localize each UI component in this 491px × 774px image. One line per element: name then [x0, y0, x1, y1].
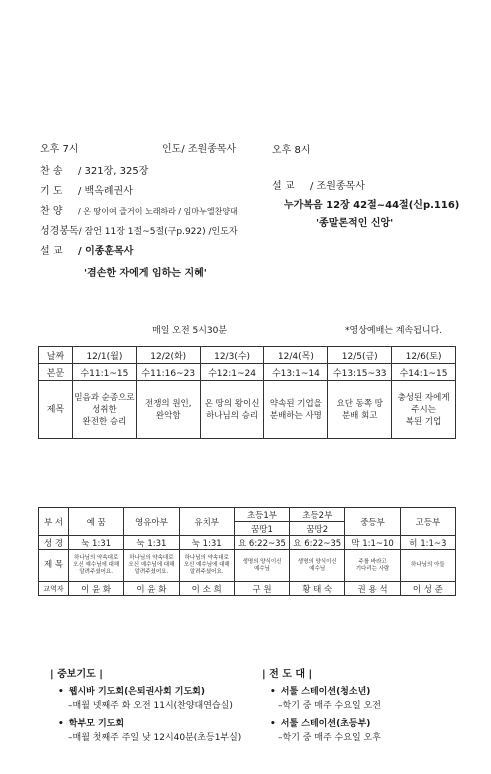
item-text: / 321장, 325장 [78, 166, 149, 177]
cell-line: 오신 예수님에 대해 [73, 562, 120, 568]
table-cell [328, 381, 392, 439]
cell-line: 분배하는 사명 [269, 410, 322, 421]
table-cell: 이 윤 화 [124, 582, 179, 596]
cell-line: 하나님의 약속대로 [74, 555, 119, 561]
table-header: 날짜 [39, 347, 73, 364]
table-header: 유치부 [179, 508, 234, 536]
cell-line: 분배 회고 [341, 410, 378, 421]
table-row [39, 550, 456, 582]
evangelism-item-detail: –학기 중 매주 수요일 오후 [278, 733, 381, 743]
item-label: 찬 양 [40, 206, 63, 217]
department-table [38, 507, 456, 596]
table-cell: 수13:1~14 [264, 364, 328, 381]
table-cell: 이 성 준 [400, 582, 455, 596]
table-header: 중등부 [345, 508, 400, 536]
table-cell [264, 381, 328, 439]
cell-line: 완악함 [155, 410, 181, 421]
night-preacher: / 조원종목사 [310, 181, 365, 192]
cell-line: 온 땅의 왕이신 [204, 398, 260, 409]
night-time: 오후 8시 [272, 145, 311, 156]
cell-line: 믿음과 순종으로 [74, 392, 135, 403]
cell-line: 생명의 양식이신 [297, 558, 337, 565]
row-label: 부 서 [39, 508, 69, 536]
night-sermon [272, 177, 365, 192]
table-row [39, 536, 456, 550]
table-header: 12/5(금) [328, 347, 392, 364]
item-text: / 온 땅이여 즐거이 노래하라 / 임마누엘찬양대 [78, 207, 238, 216]
table-header: 예 꿈 [69, 508, 124, 536]
table-cell: 황 태 숙 [290, 582, 345, 596]
evangelism-item-name: • 서툴 스테이션(초등부) [270, 716, 370, 729]
cell-line: 주를 바라고 [358, 558, 387, 565]
table-cell: 눅 1:31 [179, 536, 234, 550]
evening-leader: 인도/ 조원종목사 [162, 144, 237, 155]
table-cell: 구 원 [234, 582, 289, 596]
table-header: 12/6(토) [392, 347, 456, 364]
table-subheader: 꿈땅2 [290, 522, 345, 536]
cell-line: 주시는 [411, 404, 436, 415]
table-cell: 수12:1~24 [200, 364, 264, 381]
dawn-schedule-table [38, 346, 456, 439]
prayer-item-detail: –매월 첫째주 주일 낮 12시40분(초등1부실) [68, 733, 242, 743]
row-label: 제목 [39, 381, 73, 439]
table-header: 12/2(화) [136, 347, 200, 364]
item-text: / 이종훈목사 [78, 246, 134, 257]
item-text: / 잠언 11장 1절~5절(구p.922) /인도자 [78, 227, 238, 237]
table-cell: 막 1:1~10 [345, 536, 400, 550]
table-header: 초등2부 [290, 508, 345, 522]
cell-line: 전쟁의 원인, [145, 398, 192, 409]
table-cell [345, 550, 400, 582]
table-header: 12/4(목) [264, 347, 328, 364]
row-label: 본문 [39, 364, 73, 381]
table-cell [73, 381, 137, 439]
table-cell: 권 용 석 [345, 582, 400, 596]
item-label: 성경봉독 [40, 226, 79, 237]
table-cell: 수11:16~23 [136, 364, 200, 381]
table-cell [234, 550, 289, 582]
cell-line: 하나님의 아들 [411, 562, 445, 568]
evangelism-item-detail: –학기 중 매주 수요일 오전 [278, 701, 381, 711]
table-cell: 이 윤 화 [69, 582, 124, 596]
table-cell [136, 381, 200, 439]
table-row [39, 364, 456, 381]
table-header: 고등부 [400, 508, 455, 536]
table-cell: 수11:1~15 [73, 364, 137, 381]
evening-time: 오후 7시 [40, 144, 79, 155]
table-cell [124, 550, 179, 582]
cell-line: 하나님의 약속대로 [184, 555, 229, 561]
row-label: 교역자 [39, 582, 69, 596]
table-cell: 수13:15~33 [328, 364, 392, 381]
cell-line: 요단 동쪽 땅 [336, 398, 383, 409]
table-cell [200, 381, 264, 439]
table-header: 초등1부 [234, 508, 289, 522]
evening-item-sermon [40, 242, 133, 257]
cell-line: 알려주셨어요. [79, 569, 113, 575]
table-cell: 요 6:22~35 [290, 536, 345, 550]
cell-line: 복된 기업 [405, 416, 442, 427]
table-cell [69, 550, 124, 582]
cell-line: 하나님의 약속대로 [129, 555, 174, 561]
table-header: 12/1(월) [73, 347, 137, 364]
dawn-note: *영상예배는 계속됩니다. [345, 326, 443, 336]
night-sermon-title: '종말론적인 신앙' [316, 218, 394, 229]
cell-line: 오신 예수님에 대해 [183, 562, 230, 568]
table-cell: 눅 1:31 [124, 536, 179, 550]
evangelism-title: | 전 도 대 | [262, 669, 313, 680]
table-row [39, 381, 456, 439]
dawn-time: 매일 오전 5시30분 [152, 326, 228, 336]
evening-sermon-title: '겸손한 자에게 임하는 지혜' [84, 268, 207, 279]
table-cell: 요 6:22~35 [234, 536, 289, 550]
cell-line: 생명의 양식이신 [242, 558, 282, 565]
table-subheader: 꿈땅1 [234, 522, 289, 536]
cell-line: 완전한 승리 [82, 416, 127, 427]
row-label: 성 경 [39, 536, 69, 550]
table-cell: 이 소 희 [179, 582, 234, 596]
evangelism-item-name: • 서툴 스테이션(청소년) [270, 684, 370, 697]
cell-line: 예수님 [254, 565, 270, 572]
table-cell: 수14:1~15 [392, 364, 456, 381]
table-cell [290, 550, 345, 582]
prayer-item-name: • 웹시바 기도회(은퇴권사회 기도회) [58, 684, 205, 697]
table-cell [179, 550, 234, 582]
item-label: 설 교 [272, 181, 295, 192]
table-header: 12/3(수) [200, 347, 264, 364]
table-cell [392, 381, 456, 439]
table-row [39, 582, 456, 596]
evening-item-praise [40, 202, 238, 217]
prayer-item-name: • 학부모 기도회 [58, 716, 124, 729]
table-header: 영유아부 [124, 508, 179, 536]
item-label: 찬 송 [40, 166, 63, 177]
table-row [39, 347, 456, 364]
table-cell [400, 550, 455, 582]
item-text: / 백옥례권사 [78, 186, 133, 197]
table-row [39, 508, 456, 522]
table-cell: 눅 1:31 [69, 536, 124, 550]
prayer-title: | 중보기도 | [50, 669, 103, 680]
cell-line: 충성된 자에게 [397, 392, 450, 403]
cell-line: 알려주셨어요. [134, 569, 169, 575]
cell-line: 예수님 [309, 565, 326, 572]
item-label: 설 교 [40, 246, 63, 257]
evening-item-hymn [40, 162, 148, 177]
cell-line: 오신 예수님에 대해 [128, 562, 175, 568]
cell-line: 알려주셨어요. [189, 569, 224, 575]
prayer-item-detail: –매월 넷째주 화 오전 11시(찬양대연습실) [68, 701, 233, 711]
night-scripture: 누가복음 12장 42절~44절(신p.116) [284, 200, 460, 211]
cell-line: 약속된 기업을 [269, 398, 322, 409]
cell-line: 기다리는 사람 [355, 565, 390, 572]
row-label: 제 목 [39, 550, 69, 582]
evening-item-scripture [40, 222, 238, 237]
cell-line: 하나님의 승리 [206, 410, 259, 421]
item-label: 기 도 [40, 186, 63, 197]
evening-item-prayer [40, 182, 133, 197]
cell-line: 성취한 [92, 404, 117, 415]
table-cell: 히 1:1~3 [400, 536, 455, 550]
